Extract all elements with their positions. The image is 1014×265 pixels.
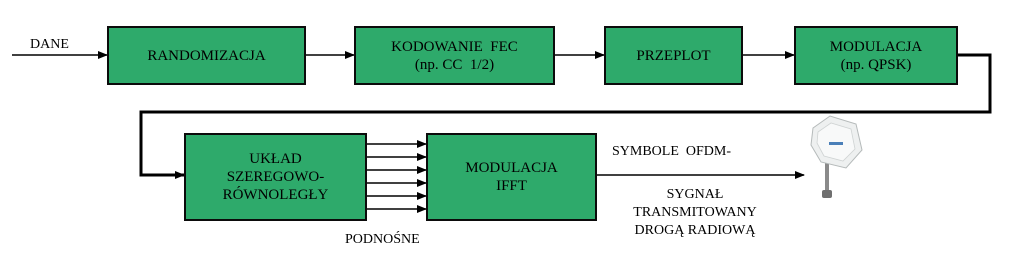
block-przeplot <box>604 26 743 85</box>
label-podnosne: PODNOŚNE <box>345 232 420 247</box>
block-modulacja-ifft <box>426 133 597 221</box>
block-modulacja-line2: (np. QPSK) <box>840 56 912 73</box>
label-sygnal-line3: DROGĄ RADIOWĄ <box>634 223 756 238</box>
block-ifft-line1: MODULACJA <box>465 160 558 176</box>
block-sp-line2: SZEREGOWO- <box>226 169 325 185</box>
block-ifft-line2: IFFT <box>496 178 527 194</box>
block-kodowanie-line1: KODOWANIE FEC <box>391 38 518 55</box>
block-modulacja <box>794 26 958 85</box>
block-przeplot-text: PRZEPLOT <box>636 47 711 64</box>
subcarrier-arrows <box>367 144 426 209</box>
block-kodowanie-line2: (np. CC 1/2) <box>414 56 495 73</box>
block-modulacja-line1: MODULACJA <box>829 38 923 55</box>
block-uklad-szeregowo-rownolegly <box>184 133 367 221</box>
antenna-icon <box>811 116 862 198</box>
block-randomizacja <box>107 26 306 85</box>
label-symbole-ofdm: SYMBOLE OFDM- <box>612 144 732 159</box>
block-randomizacja-text: RANDOMIZACJA <box>147 47 266 64</box>
label-sygnal-line2: TRANSMITOWANY <box>633 205 757 220</box>
label-sygnal-line1: SYGNAŁ <box>666 187 724 202</box>
block-sp-line1: UKŁAD <box>249 151 302 167</box>
block-sp-line3: RÓWNOLEGŁY <box>222 187 329 203</box>
input-label: DANE <box>30 37 69 52</box>
block-kodowanie-fec <box>354 26 555 85</box>
